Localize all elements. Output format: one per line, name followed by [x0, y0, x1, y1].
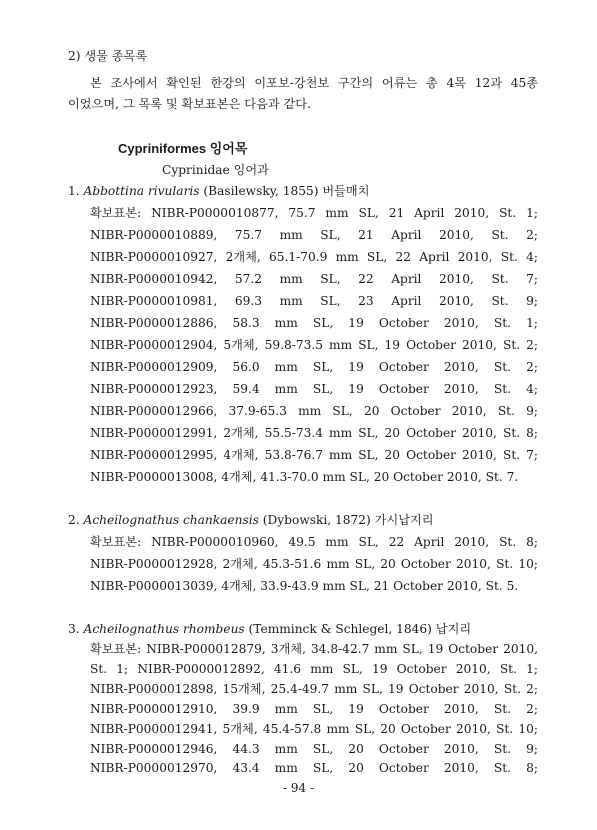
species-title-1: [68, 183, 538, 199]
section-heading: 2) 생물 종목록: [68, 49, 148, 63]
intro-line-2: 이었으며, 그 목록 및 확보표본은 다음과 같다.: [68, 97, 311, 111]
specimen-line: NIBR-P0000012909, 56.0 mm SL, 19 October 2010, St. 2;: [90, 360, 538, 374]
species-title-3: [68, 621, 538, 637]
specimen-line: 확보표본: NIBR-P000012879, 3개체, 34.8-42.7 mm SL, 19 October 2010,: [90, 642, 538, 656]
family-heading: Cyprinidae 잉어과: [162, 163, 269, 177]
species-scientific-name: Acheilognathus rhombeus: [83, 622, 245, 636]
specimen-line: NIBR-P0000012966, 37.9-65.3 mm SL, 20 October 2010, St. 9;: [90, 404, 538, 418]
species-number: 3.: [68, 622, 80, 636]
species-authority: (Temminck & Schlegel, 1846) 납지리: [248, 622, 472, 636]
specimen-line: NIBR-P0000012904, 5개체, 59.8-73.5 mm SL, 19 October 2010, St. 2;: [90, 338, 538, 352]
specimen-line: NIBR-P0000010927, 2개체, 65.1-70.9 mm SL, 22 April 2010, St. 4;: [90, 250, 538, 264]
specimen-line: NIBR-P0000012970, 43.4 mm SL, 20 October 2010, St. 8;: [90, 761, 538, 775]
species-scientific-name: Acheilognathus chankaensis: [83, 513, 259, 527]
specimen-line: NIBR-P0000012910, 39.9 mm SL, 19 October 2010, St. 2;: [90, 702, 538, 716]
page-number: - 94 -: [282, 781, 314, 795]
specimen-line: NIBR-P0000012946, 44.3 mm SL, 20 October 2010, St. 9;: [90, 742, 538, 756]
specimen-line: NIBR-P0000012886, 58.3 mm SL, 19 October 2010, St. 1;: [90, 316, 538, 330]
specimen-line: NIBR-P0000010889, 75.7 mm SL, 21 April 2010, St. 2;: [90, 228, 538, 242]
species-number: 1.: [68, 184, 80, 198]
species-number: 2.: [68, 513, 80, 527]
specimen-line: 확보표본: NIBR-P0000010877, 75.7 mm SL, 21 April 2010, St. 1;: [90, 206, 538, 220]
specimen-line: NIBR-P0000010942, 57.2 mm SL, 22 April 2010, St. 7;: [90, 272, 538, 286]
specimen-line: NIBR-P0000012923, 59.4 mm SL, 19 October 2010, St. 4;: [90, 382, 538, 396]
species-title-2: [68, 512, 538, 528]
specimen-line: NIBR-P0000012928, 2개체, 45.3-51.6 mm SL, 20 October 2010, St. 10;: [90, 557, 538, 571]
specimen-line: NIBR-P0000012898, 15개체, 25.4-49.7 mm SL, 19 October 2010, St. 2;: [90, 682, 538, 696]
intro-line-1: 본 조사에서 확인된 한강의 이포보-강천보 구간의 어류는 총 4목 12과 45종: [90, 76, 538, 90]
species-scientific-name: Abbottina rivularis: [83, 184, 200, 198]
specimen-line: NIBR-P0000012991, 2개체, 55.5-73.4 mm SL, 20 October 2010, St. 8;: [90, 426, 538, 440]
specimen-line: St. 1; NIBR-P0000012892, 41.6 mm SL, 19 October 2010, St. 1;: [90, 662, 538, 676]
specimen-line: 확보표본: NIBR-P0000010960, 49.5 mm SL, 22 April 2010, St. 8;: [90, 535, 538, 549]
specimen-line: NIBR-P0000010981, 69.3 mm SL, 23 April 2010, St. 9;: [90, 294, 538, 308]
order-heading: Cypriniformes 잉어목: [118, 141, 248, 156]
specimen-line: NIBR-P0000013039, 4개체, 33.9-43.9 mm SL, 21 October 2010, St. 5.: [90, 579, 519, 593]
specimen-line: NIBR-P0000013008, 4개체, 41.3-70.0 mm SL, 20 October 2010, St. 7.: [90, 470, 519, 484]
specimen-line: NIBR-P0000012995, 4개체, 53.8-76.7 mm SL, 20 October 2010, St. 7;: [90, 448, 538, 462]
species-authority: (Basilewsky, 1855) 버들매치: [203, 184, 370, 198]
specimen-line: NIBR-P0000012941, 5개체, 45.4-57.8 mm SL, 20 October 2010, St. 10;: [90, 722, 538, 736]
species-authority: (Dybowski, 1872) 가시납지리: [262, 513, 434, 527]
